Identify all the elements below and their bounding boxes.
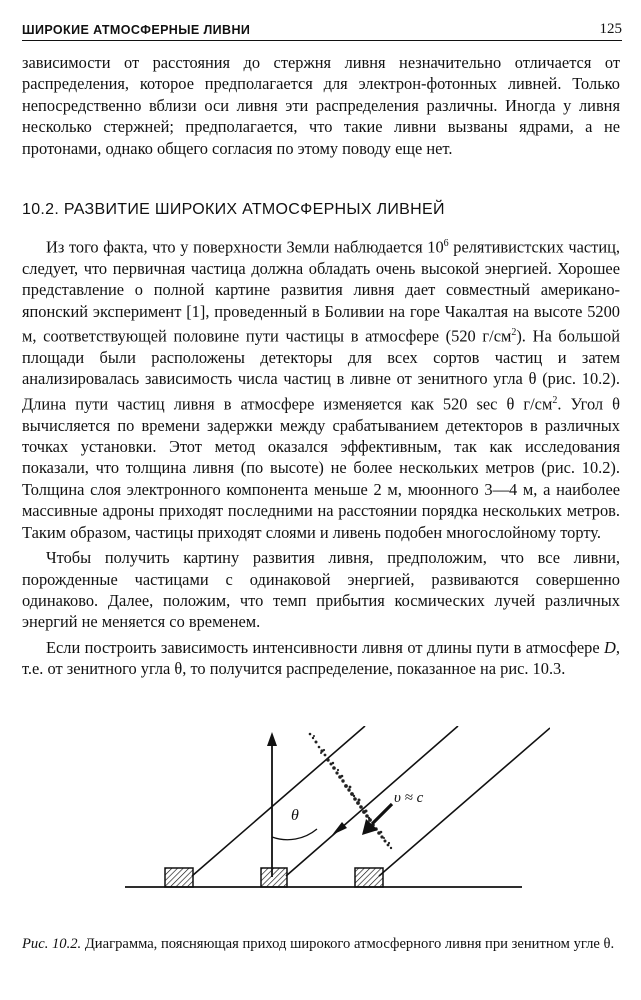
- running-header: [22, 18, 622, 41]
- caption-label: Рис. 10.2.: [22, 936, 82, 952]
- paragraph-3: Если построить зависимость интенсивности ливня от длины пути в атмосфере D, т.е. от зенитного угла θ, то получится распределение, показанное на рис. 10.3.: [22, 637, 620, 679]
- paragraph-2: Чтобы получить картину развития ливня, предположим, что все ливни, порожденные частицами с одинаковой энергией, развиваются совершенно одинаково. Далее, положим, что темп прибытия космических лучей различных энергий не меняется со временем.: [22, 548, 620, 632]
- paragraph-continuation: зависимости от расстояния до стержня ливня незначительно отличается от распределения, которое предполагается для электрон-фотонных ливней. Только непосредственно вблизи оси ливня эти распределения различны. Иногда у ливня несколько стержней; предполагается, что такие ливни вызваны ядрами, а не протонами, однако общего согласия по этому поводу еще нет.: [22, 53, 620, 158]
- section-heading: 10.2. РАЗВИТИЕ ШИРОКИХ АТМОСФЕРНЫХ ЛИВНЕЙ: [22, 201, 445, 218]
- shower-velocity-shaft: [372, 804, 392, 824]
- zenith-angle-arc: [272, 829, 317, 840]
- trajectory-2: [286, 726, 458, 876]
- detector-right: [355, 868, 383, 887]
- detector-center: [261, 868, 287, 887]
- angle-label: θ: [291, 807, 299, 824]
- running-title: ШИРОКИЕ АТМОСФЕРНЫЕ ЛИВНИ: [22, 23, 251, 37]
- body-text-section: [22, 233, 620, 680]
- detector-left: [165, 868, 193, 887]
- page-number: 125: [599, 21, 622, 37]
- trajectory-1: [192, 726, 365, 876]
- caption-text: Диаграмма, поясняющая приход широкого атмосферного ливня при зенитном угле θ.: [81, 936, 615, 952]
- body-text-top: [22, 52, 620, 159]
- speed-label: υ ≈ c: [394, 790, 424, 806]
- figure-shower-diagram: [110, 726, 550, 896]
- shower-front: [309, 733, 392, 850]
- zenith-arrow-icon: [267, 732, 277, 746]
- paragraph-1: Из того факта, что у поверхности Земли наблюдается $10^6$ релятивистских частиц, следует, что первичная частица должна обладать очень высокой энергией. Хорошее представление о полной картине развития ливня дает совместный американо-японский эксперимент [1], проведенный в Боливии на горе Чакалтая на высоте 5200 м, соответствующей половине пути частицы в атмосфере (520 $г/см^2$). На большой площади были расположены детекторы для всех сортов частиц и затем анализировалась зависимость числа частиц в ливне от зенитного угла θ (рис. 10.2). Длина пути частиц ливня в атмосфере изменяется как 520 sec θ $г/см^2$. Угол θ вычисляется по времени задержки между срабатыванием детекторов в различных точках установки. Этот метод оказался эффективным, так как исследования показали, что толщина ливня (по высоте) не более нескольких метров (рис. 10.2). Толщина слоя электронного компонента меньше 2 м, мюонного 3—4 м, а наиболее массивные адроны приходят последними на расстоянии порядка нескольких метров. Таким образом, частицы приходят слоями и ливень подобен многослойному торту.: [22, 237, 621, 542]
- figure-caption: [22, 934, 620, 954]
